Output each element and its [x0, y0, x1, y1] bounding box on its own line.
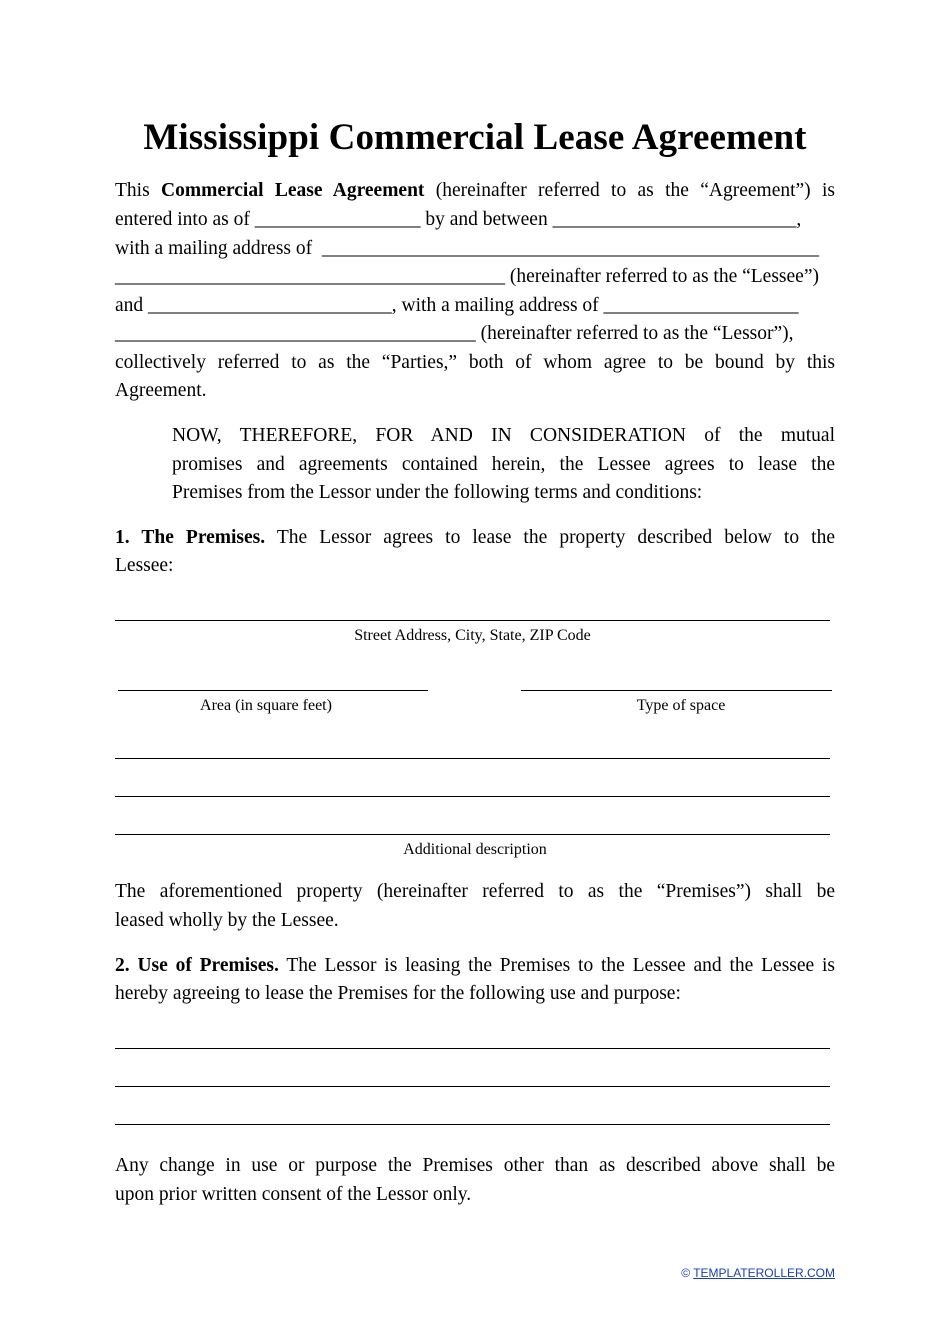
intro-text: (hereinafter referred to as the “Agreement”) is [424, 180, 836, 201]
additional-description-blank-2[interactable] [115, 796, 830, 797]
space-type-caption: Type of space [636, 697, 726, 714]
intro-line-6: _____________________________________ (hereinafter referred to as the “Lessor”), [115, 323, 794, 344]
use-purpose-blank-1[interactable] [115, 1048, 830, 1049]
area-blank[interactable] [118, 690, 428, 691]
section-2-after-line-2: upon prior written consent of the Lessor only. [115, 1184, 472, 1205]
area-caption: Area (in square feet) [200, 697, 332, 714]
space-type-blank[interactable] [521, 690, 832, 691]
intro-text: This [115, 180, 161, 201]
recital-line-3: Premises from the Lessor under the following terms and conditions: [172, 482, 703, 503]
use-purpose-blank-2[interactable] [115, 1086, 830, 1087]
section-2-line-2: hereby agreeing to lease the Premises for the following use and purpose: [115, 983, 681, 1004]
templateroller-link[interactable]: TEMPLATEROLLER.COM [693, 1266, 835, 1280]
section-1-text: The Lessor agrees to lease the property described below to the [265, 527, 835, 548]
intro-line-7: collectively referred to as the “Parties,” both of whom agree to be bound by this [115, 352, 835, 373]
address-caption: Street Address, City, State, ZIP Code [354, 627, 591, 644]
section-1-after-line-1: The aforementioned property (hereinafter referred to as the “Premises”) shall be [115, 881, 835, 902]
section-2-after-line-1: Any change in use or purpose the Premises other than as described above shall be [115, 1155, 835, 1176]
section-1-line-2: Lessee: [115, 555, 174, 576]
intro-line-5: and _________________________, with a mailing address of ____________________ [115, 295, 799, 316]
additional-description-blank-1[interactable] [115, 758, 830, 759]
intro-line-2: entered into as of _________________ by and between _________________________, [115, 209, 802, 230]
intro-line-4: ________________________________________ (hereinafter referred to as the “Lessee”) [115, 266, 819, 287]
section-2-text: The Lessor is leasing the Premises to the Lessee and the Lessee is [278, 955, 835, 976]
additional-description-caption: Additional description [403, 841, 547, 858]
document-title: Mississippi Commercial Lease Agreement [143, 117, 807, 158]
recital-line-1: NOW, THEREFORE, FOR AND IN CONSIDERATION of the mutual [172, 425, 835, 446]
section-2-heading: 2. Use of Premises. [115, 955, 279, 976]
recital-line-2: promises and agreements contained herein, the Lessee agrees to lease the [172, 454, 835, 475]
section-1-after-line-2: leased wholly by the Lessee. [115, 910, 339, 931]
section-1-heading: 1. The Premises. [115, 527, 266, 548]
section-2-line-1 [115, 952, 835, 980]
intro-line-1 [115, 177, 835, 205]
intro-line-3: with a mailing address of ___________________________________________________ [115, 238, 820, 259]
additional-description-blank-3[interactable] [115, 834, 830, 835]
copyright-symbol: © [681, 1266, 694, 1280]
use-purpose-blank-3[interactable] [115, 1124, 830, 1125]
footer-credit [681, 1266, 835, 1280]
section-1-line-1 [115, 524, 835, 552]
address-blank[interactable] [115, 620, 830, 621]
agreement-name: Commercial Lease Agreement [161, 180, 425, 201]
intro-line-8: Agreement. [115, 380, 207, 401]
